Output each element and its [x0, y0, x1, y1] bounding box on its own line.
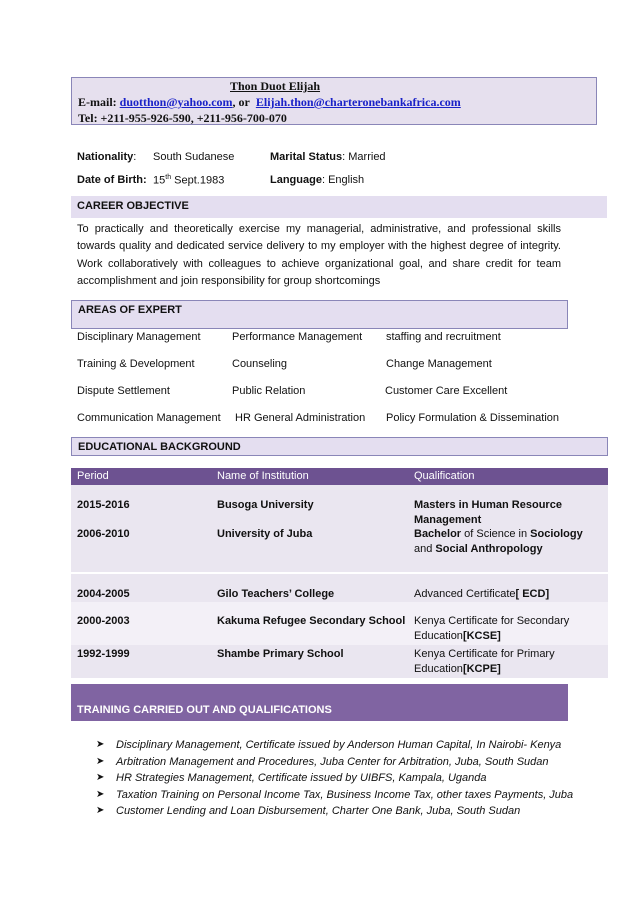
- qualification-degree: Bachelor: [414, 528, 462, 540]
- email-link-secondary[interactable]: Elijah.thon@charteronebankafrica.com: [255, 95, 461, 109]
- institution-cell: Busoga University: [217, 499, 314, 511]
- skill-item: Change Management: [386, 358, 492, 370]
- list-item: [96, 803, 573, 820]
- qualification-text: and: [414, 542, 436, 555]
- training-list: [96, 737, 573, 820]
- qualification-cell: Masters in Human Resource Management: [414, 499, 562, 526]
- qualification-cell: [414, 587, 604, 602]
- column-header-institution: Name of Institution: [217, 470, 309, 482]
- qualification-cell: [414, 614, 604, 643]
- email-line: [78, 95, 461, 110]
- qualification-text: Kenya Certificate for Secondary Education: [414, 615, 570, 642]
- training-item-text: Arbitration Management and Procedures, Juba Center for Arbitration, Juba, South Sudan: [116, 755, 549, 768]
- column-header-qualification: Qualification: [414, 470, 475, 482]
- right-arrow-bullet-icon: ➤: [96, 788, 105, 800]
- period-cell: 2004-2005: [77, 588, 130, 600]
- period-cell: 2006-2010: [77, 528, 130, 540]
- period-cell: 1992-1999: [77, 648, 130, 660]
- skill-item: Counseling: [232, 358, 288, 370]
- qualification-major: Sociology: [530, 528, 583, 540]
- marital-status-field: [270, 151, 386, 163]
- qualification-cell: [414, 527, 604, 556]
- dob-suffix: th: [165, 174, 172, 181]
- institution-cell: University of Juba: [217, 528, 313, 540]
- skill-item: Training & Development: [77, 358, 195, 370]
- qualification-code: [ ECD]: [515, 588, 550, 600]
- areas-of-expert-heading: AREAS OF EXPERT: [71, 300, 568, 329]
- language-label: Language: [270, 174, 322, 186]
- qualification-text: Kenya Certificate for Primary Education: [414, 648, 555, 675]
- list-item: [96, 737, 573, 754]
- nationality-value: South Sudanese: [153, 151, 235, 163]
- table-row: [71, 574, 608, 602]
- email-link-primary[interactable]: duotthon@yahoo.com: [119, 95, 233, 109]
- dob-label: Date of Birth:: [77, 174, 147, 186]
- language-value: English: [328, 174, 365, 186]
- qualification-text: Advanced Certificate: [414, 588, 516, 600]
- marital-colon: :: [342, 151, 346, 163]
- training-item-text: Customer Lending and Loan Disbursement, Charter One Bank, Juba, South Sudan: [116, 805, 521, 818]
- right-arrow-bullet-icon: ➤: [96, 772, 105, 784]
- skill-item: staffing and recruitment: [386, 331, 501, 343]
- column-header-period: Period: [77, 470, 109, 482]
- candidate-name: Thon Duot Elijah: [230, 79, 321, 93]
- nationality-colon: :: [133, 151, 137, 163]
- education-table: [71, 468, 608, 678]
- email-separator: , or: [232, 95, 250, 109]
- marital-status-value: Married: [348, 151, 386, 163]
- right-arrow-bullet-icon: ➤: [96, 755, 105, 767]
- table-row: [71, 485, 608, 572]
- dob-rest: Sept.1983: [171, 174, 225, 187]
- telephone-line: Tel: +211-955-926-590, +211-956-700-070: [78, 111, 287, 125]
- skill-item: Public Relation: [232, 385, 306, 397]
- list-item: [96, 770, 573, 787]
- skill-item: Policy Formulation & Dissemination: [386, 412, 560, 424]
- nationality-label: Nationality: [77, 151, 134, 163]
- qualification-code: [KCSE]: [462, 629, 501, 642]
- period-cell: 2000-2003: [77, 615, 130, 627]
- language-colon: :: [321, 174, 326, 186]
- institution-cell: Kakuma Refugee Secondary School: [217, 615, 406, 627]
- skill-item: Performance Management: [232, 331, 363, 343]
- right-arrow-bullet-icon: ➤: [96, 805, 105, 817]
- career-objective-text: To practically and theoretically exercise my managerial, administrative, and professional skills towards quality and dedicated service delivery to my employer with the highest degree of integrity. Work collaboratively with colleagues to achieve organizational goal, and share credit for team accomplishment and join responsibility for group shortcomings: [77, 223, 561, 287]
- qualification-cell: [414, 647, 604, 676]
- training-item-text: HR Strategies Management, Certificate issued by UIBFS, Kampala, Uganda: [116, 772, 487, 785]
- institution-cell: Shambe Primary School: [217, 648, 344, 660]
- right-arrow-bullet-icon: ➤: [96, 739, 105, 750]
- dob-day: 15: [153, 174, 166, 187]
- period-cell: 2015-2016: [77, 499, 130, 511]
- training-item-text: Taxation Training on Personal Income Tax, Business Income Tax, other taxes Payments, Juba: [116, 788, 574, 801]
- skill-item: HR General Administration: [235, 412, 366, 424]
- email-label: E-mail:: [78, 95, 117, 109]
- list-item: [96, 754, 573, 771]
- skill-item: Dispute Settlement: [77, 385, 170, 397]
- skill-item: Customer Care Excellent: [385, 385, 508, 397]
- training-heading-bar: [71, 684, 568, 721]
- qualification-minor: Social Anthropology: [435, 542, 543, 555]
- dob-value: [153, 174, 224, 187]
- table-row: [71, 645, 608, 678]
- qualification-code: [KCPE]: [462, 662, 501, 675]
- skill-item: Disciplinary Management: [77, 331, 201, 343]
- education-heading: EDUCATIONAL BACKGROUND: [71, 437, 608, 456]
- skill-item: Communication Management: [77, 412, 221, 424]
- training-heading: TRAINING CARRIED OUT AND QUALIFICATIONS: [77, 704, 332, 716]
- nationality-field: [77, 151, 136, 163]
- qualification-text: of Science in: [461, 528, 531, 540]
- language-field: [270, 174, 364, 186]
- contact-header: [71, 77, 597, 125]
- table-row: [71, 602, 608, 645]
- career-objective-heading: CAREER OBJECTIVE: [71, 196, 607, 218]
- list-item: [96, 787, 573, 804]
- training-item-text: Disciplinary Management, Certificate issued by Anderson Human Capital, In Nairobi- Kenya: [116, 739, 562, 751]
- institution-cell: Gilo Teachers’ College: [217, 588, 335, 600]
- marital-status-label: Marital Status: [270, 151, 343, 163]
- education-table-header: [71, 468, 608, 485]
